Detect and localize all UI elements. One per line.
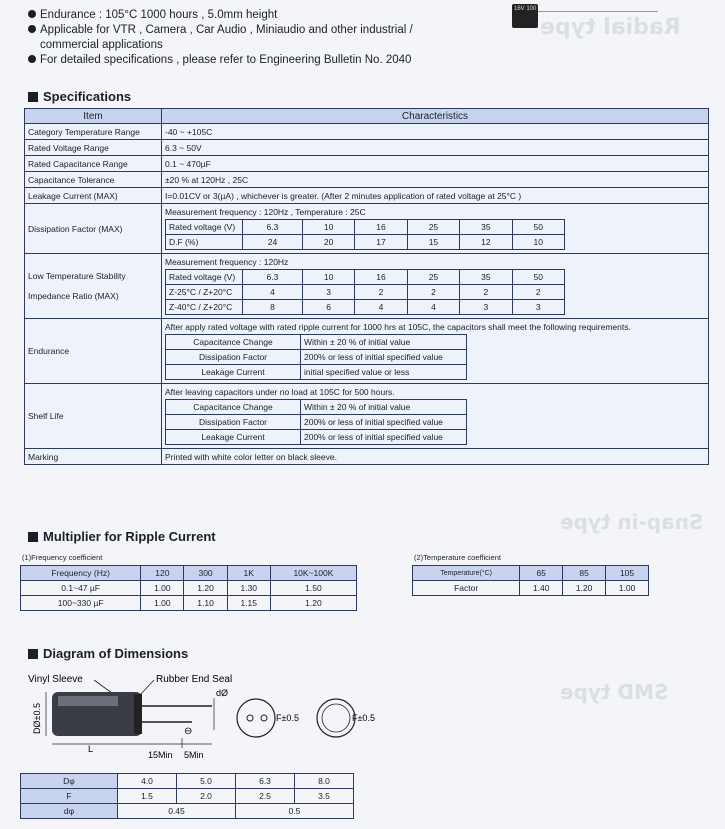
feature-bullets (28, 8, 413, 68)
capacitor-photo: 16V 100 (512, 4, 538, 28)
col-characteristics-header: Characteristics (162, 109, 709, 124)
table-row: Low Temperature Stability Impedance Ratio (MAX) Measurement frequency : 120Hz Rated voltage (V) 6.3 10 16 25 35 50 Z-25°C / Z+20°C 4 3 2 2 2 2 Z-40°C / Z+20°C 8 6 4 4 3 3 (25, 254, 709, 319)
body-diameter-label: DØ±0.5 (32, 703, 42, 734)
bullet-endurance: Endurance : 105°C 1000 hours , 5.0mm height (28, 8, 413, 23)
frequency-caption: (1)Frequency coefficient (22, 553, 103, 562)
impedance-table: Rated voltage (V) 6.3 10 16 25 35 50 Z-25°C / Z+20°C 4 3 2 2 2 2 Z-40°C / Z+20°C 8 6 4 4 3 3 (165, 269, 565, 315)
frequency-coefficient-table: Frequency (Hz) 120 300 1K 10K~100K 0.1~47 µF 1.00 1.20 1.30 1.50 100~330 µF 1.00 1.10 1.15 1.20 (20, 565, 357, 611)
dissipation-table: Rated voltage (V) 6.3 10 16 25 35 50 D.F (%) 24 20 17 15 12 10 (165, 219, 565, 250)
background-showthrough: SMD type (560, 680, 669, 704)
bullet-bulletin: For detailed specifications , please refer to Engineering Bulletin No. 2040 (28, 53, 413, 68)
table-row: Shelf Life After leaving capacitors under no load at 105C for 500 hours. Capacitance Change Within ± 20 % of initial value Dissipation Factor 200% or less of initial specified value Leakage Current 200% or less of initial specified value (25, 384, 709, 449)
dimension-diagram (24, 668, 404, 764)
table-row: Marking Printed with white color letter on black sleeve. (25, 449, 709, 465)
temperature-coefficient-table: Temperature(°C) 65 85 105 Factor 1.40 1.20 1.00 (412, 565, 649, 596)
background-showthrough: Snap-in type (560, 510, 704, 534)
table-row: Category Temperature Range -40 ~ +105C (25, 124, 709, 140)
col-item-header: Item (25, 109, 162, 124)
endurance-table: Capacitance Change Within ± 20 % of initial value Dissipation Factor 200% or less of initial specified value Leakage Current initial specified value or less (165, 334, 467, 380)
table-row: Capacitance Tolerance ±20 % at 120Hz , 25C (25, 172, 709, 188)
background-showthrough: Radial type (540, 15, 681, 40)
temperature-caption: (2)Temperature coefficient (414, 553, 501, 562)
table-row: Dissipation Factor (MAX) Measurement frequency : 120Hz , Temperature : 25C Rated voltage (V) 6.3 10 16 25 35 50 D.F (%) 24 20 17 15 12 10 (25, 204, 709, 254)
length-label: L (88, 744, 94, 754)
table-row: Rated Voltage Range 6.3 ~ 50V (25, 140, 709, 156)
shelf-life-table: Capacitance Change Within ± 20 % of initial value Dissipation Factor 200% or less of initial specified value Leakage Current 200% or less of initial specified value (165, 399, 467, 445)
specifications-heading: Specifications (28, 89, 131, 104)
bullet-applicable-cont: commercial applications (40, 39, 163, 51)
capacitor-lead (538, 11, 658, 12)
pitch-label-1: F±0.5 (276, 713, 299, 723)
minus-mark: ⊖ (184, 726, 193, 737)
table-row: Rated Capacitance Range 0.1 ~ 470µF (25, 156, 709, 172)
lead-5min-label: 5Min (184, 750, 204, 760)
table-row: Endurance After apply rated voltage with rated ripple current for 1000 hrs at 105C, the capacitors shall meet the following requirements. Capacitance Change Within ± 20 % of initial value Dissipation Factor 200% or less of initial specified value Leakage Current initial specified value or less (25, 319, 709, 384)
dimension-table: Dφ 4.0 5.0 6.3 8.0 F 1.5 2.0 2.5 3.5 dφ 0.45 0.5 (20, 773, 354, 819)
lead-15min-label: 15Min (148, 750, 173, 760)
ripple-heading: Multiplier for Ripple Current (28, 529, 216, 544)
table-row: Leakage Current (MAX) I=0.01CV or 3(µA) , whichever is greater. (After 2 minutes application of rated voltage at 25°C ) (25, 188, 709, 204)
dimensions-heading: Diagram of Dimensions (28, 646, 188, 661)
lead-diameter-label: dØ (216, 688, 229, 698)
rubber-seal-label: Rubber End Seal (156, 674, 233, 685)
vinyl-sleeve-label: Vinyl Sleeve (28, 674, 83, 685)
specifications-table (24, 108, 709, 465)
pitch-label-2: F±0.5 (352, 713, 375, 723)
bullet-applicable: Applicable for VTR , Camera , Car Audio , Miniaudio and other industrial / (28, 23, 413, 38)
